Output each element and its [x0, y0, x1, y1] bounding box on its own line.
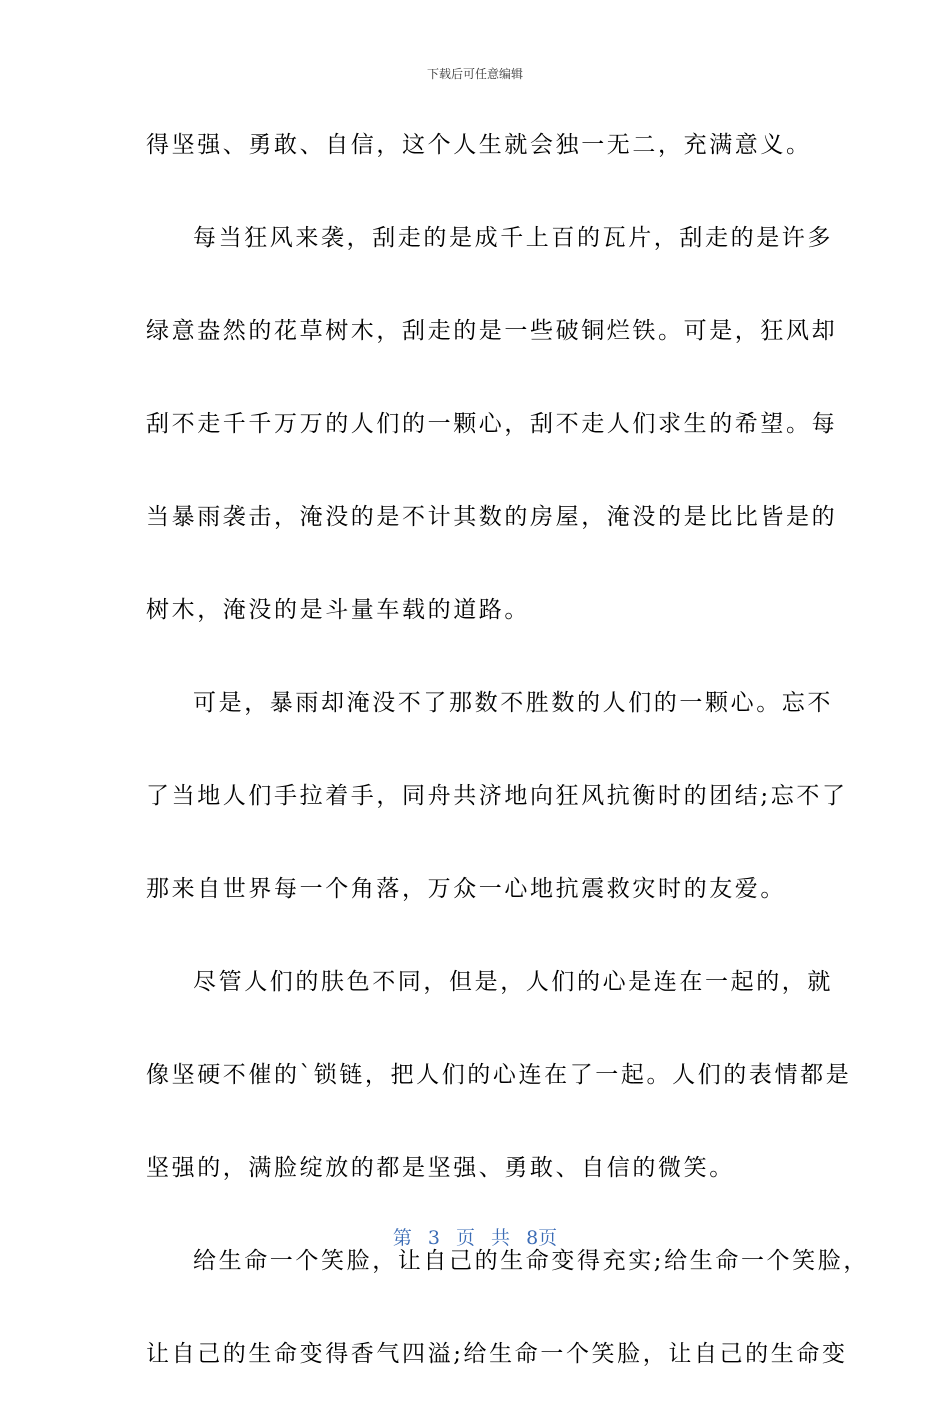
text-line: 那来自世界每一个角落，万众一心地抗震救灾时的友爱。 — [146, 876, 786, 902]
text-line: 尽管人们的肤色不同，但是，人们的心是连在一起的，就 — [193, 969, 833, 995]
text-line: 给生命一个笑脸，让自己的生命变得充实;给生命一个笑脸， — [193, 1248, 869, 1274]
text-line: 让自己的生命变得香气四溢;给生命一个笑脸，让自己的生命变 — [146, 1341, 848, 1367]
text-line: 了当地人们手拉着手，同舟共济地向狂风抗衡时的团结;忘不了 — [146, 783, 848, 809]
text-line: 每当狂风来袭，刮走的是成千上百的瓦片，刮走的是许多 — [193, 225, 833, 251]
page-header: 下载后可任意编辑 — [426, 67, 523, 81]
text-line: 刮不走千千万万的人们的一颗心，刮不走人们求生的希望。每 — [146, 411, 838, 437]
text-line: 绿意盎然的花草树木，刮走的是一些破铜烂铁。可是，狂风却 — [146, 318, 838, 344]
text-line: 当暴雨袭击，淹没的是不计其数的房屋，淹没的是比比皆是的 — [146, 504, 838, 530]
text-line: 像坚硬不催的`锁链，把人们的心连在了一起。人们的表情都是 — [146, 1062, 852, 1088]
text-line: 树木，淹没的是斗量车载的道路。 — [146, 597, 530, 623]
page-number: 第 3 页 共 8页 — [392, 1227, 558, 1249]
text-line: 得坚强、勇敢、自信，这个人生就会独一无二，充满意义。 — [146, 132, 812, 158]
text-line: 可是，暴雨却淹没不了那数不胜数的人们的一颗心。忘不 — [193, 690, 833, 716]
text-line: 坚强的，满脸绽放的都是坚强、勇敢、自信的微笑。 — [146, 1155, 735, 1181]
